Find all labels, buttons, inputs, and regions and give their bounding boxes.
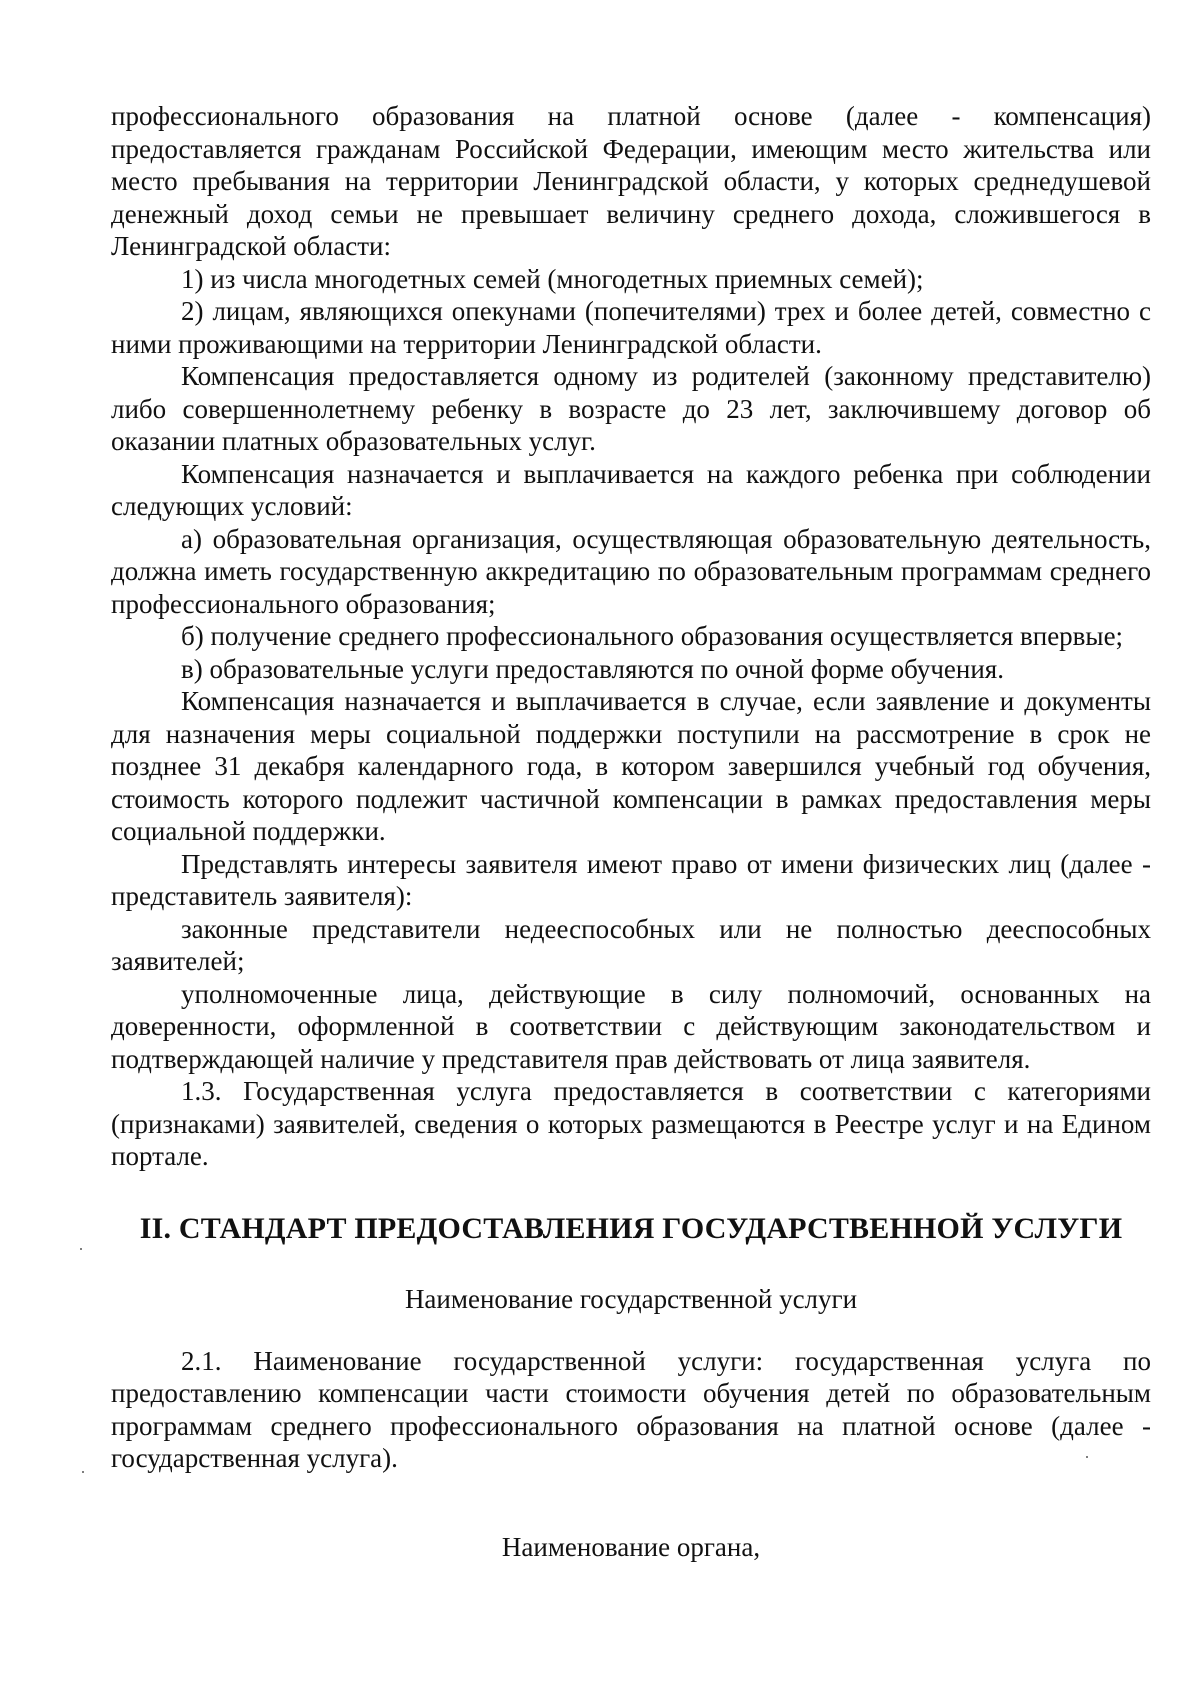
scan-speck [1086,1456,1088,1458]
paragraph-compensation-conditions: Компенсация назначается и выплачивается на каждого ребенка при соблюдении следующих условий: [111,458,1151,521]
paragraph-1-3: 1.3. Государственная услуга предоставляется в соответствии с категориями (признаками) заявителей, сведения о которых размещаются в Реестре услуг и на Едином портале. [111,1076,1151,1171]
paragraph-application-deadline: Компенсация назначается и выплачивается в случае, если заявление и документы для назначения меры социальной поддержки поступили на рассмотрение в срок не позднее 31 декабря календарного года, в котором завершился учебный год обучения, стоимость которого подлежит частичной компенсации в рамках предоставления меры социальной поддержки. [111,686,1151,846]
condition-a-accreditation: а) образовательная организация, осуществляющая образовательную деятельность, должна иметь государственную аккредитацию по образовательным программам среднего профессионального образования; [111,523,1151,619]
paragraph-representative: Представлять интересы заявителя имеют право от имени физических лиц (далее - представитель заявителя): [111,848,1151,911]
list-item-legal-representatives: законные представители недееспособных или не полностью дееспособных заявителей; [111,913,1151,976]
document-page [111,100,1151,1563]
condition-b-first-time: б) получение среднего профессионального образования осуществляется впервые; [181,621,1124,651]
list-item-authorized-persons: уполномоченные лица, действующие в силу полномочий, основанных на доверенности, оформленной в соответствии с действующим законодательством и подтверждающей наличие у представителя прав действовать от лица заявителя. [111,978,1151,1074]
section-heading: II. СТАНДАРТ ПРЕДОСТАВЛЕНИЯ ГОСУДАРСТВЕННОЙ УСЛУГИ [139,1211,1123,1245]
subheading-service-name: Наименование государственной услуги [404,1283,858,1314]
condition-c-full-time: в) образовательные услуги предоставляются по очной форме обучения. [181,653,1004,684]
paragraph-compensation-recipient: Компенсация предоставляется одному из родителей (законному представителю) либо совершеннолетнему ребенку в возрасте до 23 лет, заключившему договор об оказании платных образовательных услуг. [111,361,1151,456]
list-item-large-families: 1) из числа многодетных семей (многодетных приемных семей); [181,263,924,294]
paragraph-2-1: 2.1. Наименование государственной услуги: государственная услуга по предоставлению компенсации части стоимости обучения детей по образовательным программам среднего профессионального образования на платной основе (далее - государственная услуга). [111,1345,1151,1473]
list-item-guardians: 2) лицам, являющихся опекунами (попечителями) трех и более детей, совместно с ними проживающими на территории Ленинградской области. [111,296,1151,359]
scan-speck [80,1248,82,1250]
scan-speck [82,1471,84,1473]
subheading-authority-name: Наименование органа, [501,1531,761,1562]
paragraph-compensation-intro: профессионального образования на платной основе (далее - компенсация) предоставляется гражданам Российской Федерации, имеющим место жительства или место пребывания на территории Ленинградской области, у которых среднедушевой денежный доход семьи не превышает величину среднего дохода, сложившегося в Ленинградской области: [111,101,1151,261]
